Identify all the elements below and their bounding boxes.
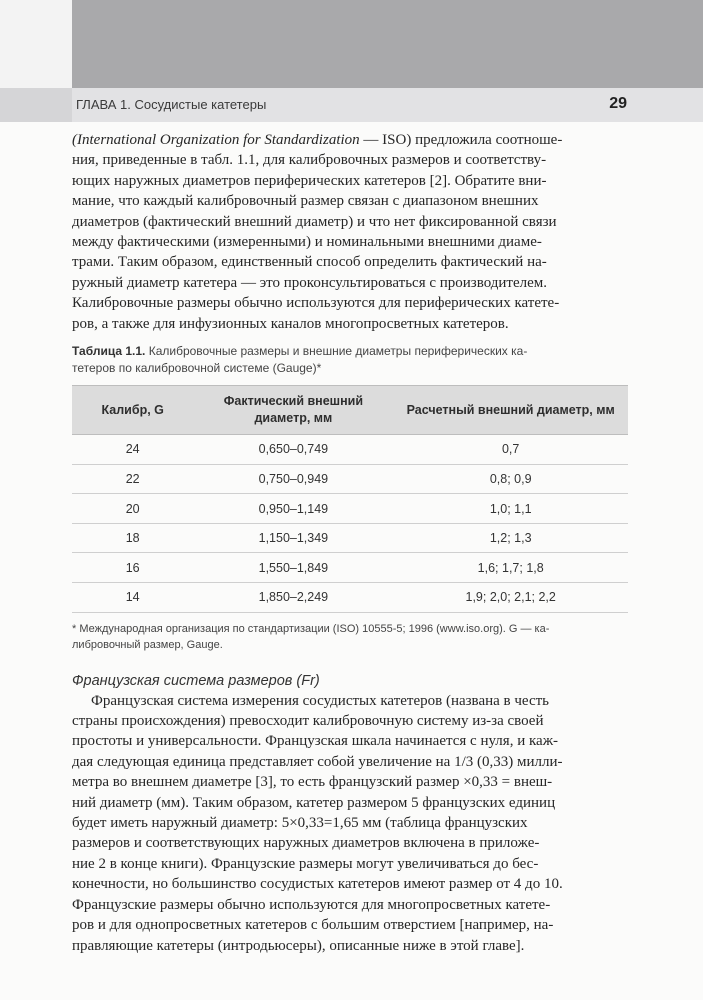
text-line: конечности, но большинство сосудистых катетеров имеют размер от 4 до 10. [72,876,563,893]
page-number: 29 [609,95,627,112]
paragraph-french [72,691,631,956]
cell-gauge: 22 [72,464,193,494]
text-line: диаметров (фактический внешний диаметр) и что нет фиксированной связи [72,213,557,230]
text-line: (International Organization for Standardization — ISO) предложила соотноше- [72,132,563,148]
text-line: между фактическими (измеренными) и номинальными внешними диаме- [72,234,542,251]
text-line: ров, а также для инфузионных каналов многопросветных катетеров. [72,315,509,332]
cell-gauge: 20 [72,494,193,524]
table-row [72,553,628,583]
section-heading: Французская система размеров (Fr) [72,672,320,689]
text-line: ния, приведенные в табл. 1.1, для калибровочных размеров и соответству- [72,152,547,169]
text-line: ружный диаметр катетера — это проконсультироваться с производителем. [72,274,548,291]
cell-nominal: 1,9; 2,0; 2,1; 2,2 [393,583,628,613]
gauge-table [72,385,628,613]
caption-text: Калибровочные размеры и внешние диаметры периферических ка- [145,344,528,359]
cell-nominal: 1,0; 1,1 [393,494,628,524]
caption-text-cont: тетеров по калибровочной системе (Gauge)* [72,361,322,376]
text-line: мание, что каждый калибровочный размер связан с диапазоном внешних [72,193,539,210]
text-line: Калибровочные размеры обычно используются для периферических катете- [72,295,560,312]
chapter-title: ГЛАВА 1. Сосудистые катетеры [76,97,267,112]
table-footnote [72,621,631,653]
text-line: Французские размеры обычно используются для многопросветных катете- [72,896,551,913]
cell-nominal: 1,2; 1,3 [393,523,628,553]
scan-shadow [72,0,703,88]
cell-nominal: 0,7 [393,435,628,465]
text-line: метра во внешнем диаметре [3], то есть французский размер ×0,33 = внеш- [72,774,553,791]
cell-nominal: 0,8; 0,9 [393,464,628,494]
page-content [72,130,631,956]
cell-actual: 0,950–1,149 [193,494,393,524]
table-row [72,494,628,524]
col-header-actual-diameter: Фактический внешний диаметр, мм [193,386,393,435]
col-header-gauge: Калибр, G [72,386,193,435]
cell-actual: 1,850–2,249 [193,583,393,613]
cell-actual: 1,550–1,849 [193,553,393,583]
text-line: ющих наружных диаметров периферических катетеров [2]. Обратите вни- [72,172,547,189]
footnote-line: либровочный размер, Gauge. [72,638,223,651]
cell-actual: 0,650–0,749 [193,435,393,465]
table-row [72,583,628,613]
table-row [72,435,628,465]
text-line: ров и для однопросветных катетеров с большим отверстием [например, на- [72,917,554,934]
text-line: простоты и универсальности. Французская шкала начинается с нуля, и каж- [72,733,559,750]
text-line: ние 2 в конце книги). Французские размеры могут увеличиваться до бес- [72,855,539,872]
text-line: размеров и соответствующих наружных диаметров включена в приложе- [72,835,540,852]
cell-gauge: 24 [72,435,193,465]
cell-actual: 0,750–0,949 [193,464,393,494]
table-header-row [72,386,628,435]
col-header-nominal-diameter: Расчетный внешний диаметр, мм [393,386,628,435]
table-row [72,464,628,494]
text-line: дая следующая единица представляет собой увеличение на 1/3 (0,33) милли- [72,753,563,770]
cell-gauge: 14 [72,583,193,613]
cell-actual: 1,150–1,349 [193,523,393,553]
text-line: правляющие катетеры (интродьюсеры), описанные ниже в этой главе]. [72,937,525,954]
text-line: трами. Таким образом, единственный способ определить фактический на- [72,254,547,271]
table-caption [72,343,631,377]
text-line: Французская система измерения сосудистых катетеров (названа в честь [91,692,549,709]
caption-label: Таблица 1.1. [72,344,146,359]
table-row [72,523,628,553]
footnote-line: * Международная организация по стандартизации (ISO) 10555-5; 1996 (www.iso.org). G — ка- [72,622,550,635]
text-line: будет иметь наружный диаметр: 5×0,33=1,65 мм (таблица французских [72,815,528,832]
cell-gauge: 16 [72,553,193,583]
running-header [72,88,703,122]
cell-nominal: 1,6; 1,7; 1,8 [393,553,628,583]
text-line: ний диаметр (мм). Таким образом, катетер размером 5 французских единиц [72,794,556,811]
paragraph-iso [72,130,631,334]
text-line: страны происхождения) превосходит калибровочную систему из-за своей [72,713,544,730]
header-side-strip [0,88,72,122]
cell-gauge: 18 [72,523,193,553]
